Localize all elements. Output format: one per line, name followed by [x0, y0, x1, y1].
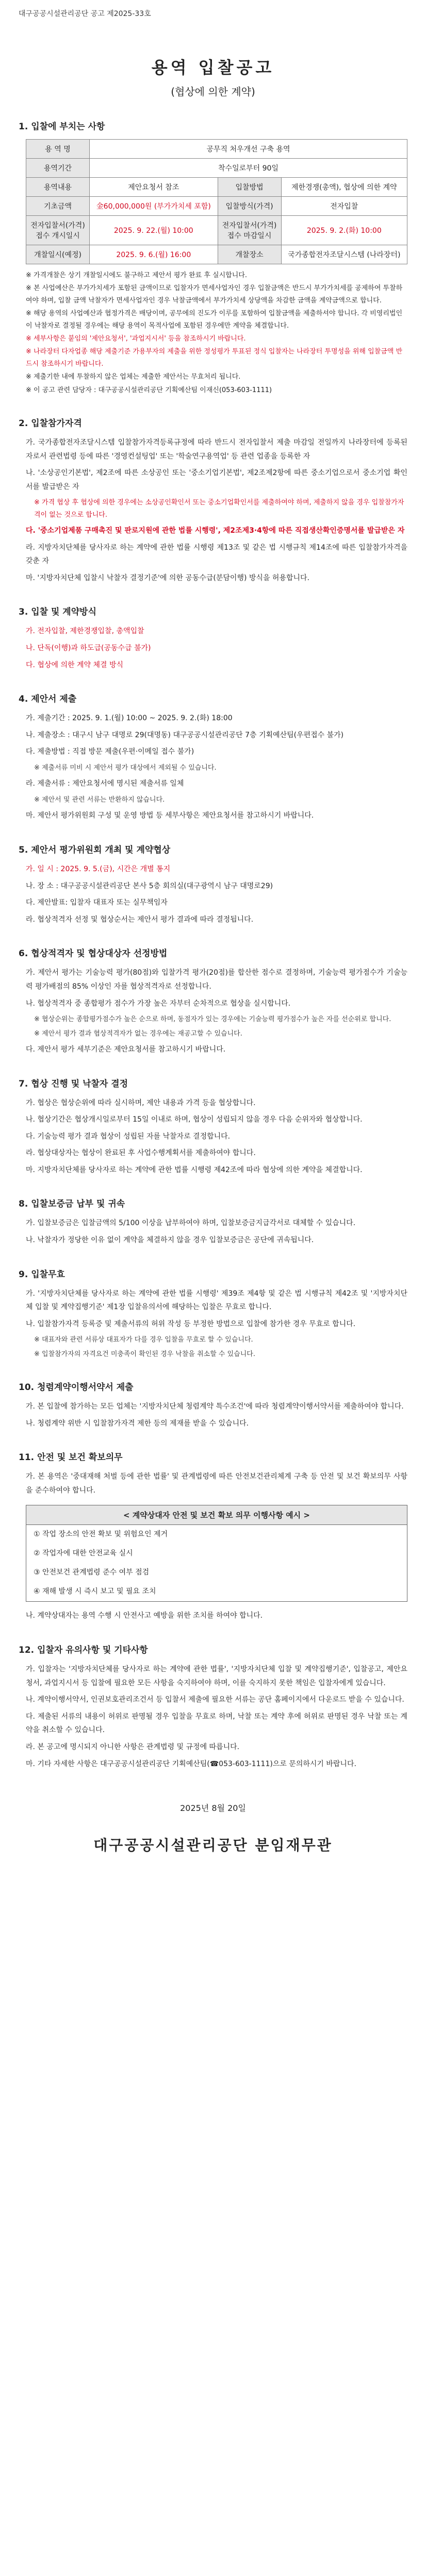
section-heading: 2. 입찰참가자격 — [19, 418, 82, 429]
section-heading: 3. 입찰 및 계약방식 — [19, 607, 96, 618]
table-value: 제안요청서 참조 — [90, 178, 218, 197]
notice-reference: 대구공공시설관리공단 공고 제2025-33호 — [19, 10, 151, 18]
notes-list — [26, 269, 407, 396]
paragraph: 가. 협상은 협상순위에 따라 실시하며, 제안 내용과 가격 등을 협상합니다. — [26, 1098, 256, 1107]
paragraph: 가. 입찰자는 '지방자치단체를 당사자로 하는 계약에 관한 법률', '지방자치단체 입찰 및 계약집행기준', 입찰공고, 제안요청서, 과업지시서 등 입찰에 필요한 모든 사항을 숙지하여야 하며, 이를 숙지하지 못한 책임은 입찰자에게 있습니다. — [26, 1665, 407, 1687]
paragraph: 라. 지방자치단체를 당사자로 하는 계약에 관한 법률 시행령 제13조 및 같은 법 시행규칙 제14조에 따른 입찰참가자격을 갖춘 자 — [26, 543, 407, 566]
note-item: ※ 제안서 및 관련 서류는 반환하지 않습니다. — [34, 795, 165, 804]
note-item: ※ 세부사항은 붙임의 '제안요청서', '과업지시서' 등을 참조하시기 바랍니다. — [26, 334, 246, 343]
paragraph: 가. 본 입찰에 참가하는 모든 업체는 '지방자치단체 청렴계약 특수조건'에 따라 청렴계약이행서약서를 제출하여야 합니다. — [26, 1402, 404, 1411]
note-item: ※ 해당 용역의 사업예산과 협정가격은 배당이며, 공무에의 진도가 이루를 포함하여 입찰금액을 제출하셔야 합니다. 각 비영리법인이 낙찰자로 결정될 경우에는 해당 용역이 목적사업에 포함된 경우에만 계약을 체결합니다. — [26, 310, 403, 330]
paragraph: 마. 기타 자세한 사항은 대구공공시설관리공단 기획예산팀(☎053-603-1111)으로 문의하시기 바랍니다. — [26, 1759, 356, 1768]
note-item: ※ 제출기한 내에 투찰하지 않은 업체는 제출한 제안서는 무효처리 됩니다. — [26, 373, 241, 381]
note-item: ※ 본 사업예산은 부가가치세가 포함된 금액이므로 입찰자가 면세사업자인 경우 입찰금액은 반드시 부가가치세를 공제하여 투찰하여야 하며, 입찰 금액 낙찰자가 면세사업자인 경우 낙찰금액에서 부가가치세 상당액을 차감한 금액을 계약금액으로 합니다. — [26, 284, 403, 304]
table-key: 입찰방식(가격) — [218, 197, 281, 216]
safety-box — [26, 1505, 407, 1602]
note-item: ※ 가격개찰은 상기 개찰일시에도 불구하고 제안서 평가 완료 후 실시합니다. — [26, 272, 247, 279]
table-value: 국가종합전자조달시스템 (나라장터) — [281, 245, 407, 264]
paragraph: 마. '지방자치단체 입찰시 낙찰자 결정기준'에 의한 공동수급(분담이행) 방식을 허용합니다. — [26, 573, 309, 582]
section-heading: 7. 협상 진행 및 낙찰자 결정 — [19, 1078, 128, 1089]
paragraph: 나. 청렴계약 위반 시 입찰참가자격 제한 등의 제재를 받을 수 있습니다. — [26, 1419, 249, 1428]
table-value: 전자입찰 — [281, 197, 407, 216]
paragraph: 나. 협상적격자 중 종합평가 점수가 가장 높은 자부터 순차적으로 협상을 실시합니다. — [26, 999, 291, 1008]
list-item: ② 작업자에 대한 안전교육 실시 — [34, 1549, 133, 1557]
paragraph: 다. 제출된 서류의 내용이 허위로 판명될 경우 입찰을 무효로 하며, 낙찰 또는 계약 후에 허위로 판명된 경우 낙찰 또는 계약을 취소할 수 있습니다. — [26, 1712, 407, 1735]
paragraph: 다. '중소기업제품 구매촉진 및 판로지원에 관한 법률 시행령', 제2조제3·4항에 따른 직접생산확인증명서를 발급받은 자 — [26, 527, 405, 535]
table-key: 기초금액 — [26, 197, 90, 216]
table-row — [26, 216, 407, 245]
page-subtitle: (협상에 의한 계약) — [171, 86, 255, 98]
paragraph: 라. 협상대상자는 협상이 완료된 후 사업수행계획서를 제출하여야 합니다. — [26, 1149, 256, 1158]
paragraph: 가. 입찰보증금은 입찰금액의 5/100 이상을 납부하여야 하며, 입찰보증금지급각서로 대체할 수 있습니다. — [26, 1219, 356, 1228]
paragraph: 나. '소상공인기본법', 제2조에 따른 소상공인 또는 '중소기업기본법', 제2조제2항에 따른 중소기업으로서 중소기업 확인서를 발급받은 자 — [26, 469, 407, 491]
note-item: ※ 제출서류 미비 시 제안서 평가 대상에서 제외될 수 있습니다. — [34, 764, 217, 772]
section-heading: 9. 입찰무효 — [19, 1269, 65, 1280]
section-heading: 6. 협상적격자 및 협상대상자 선정방법 — [19, 948, 168, 959]
section-heading: 10. 청렴계약이행서약서 제출 — [19, 1382, 134, 1393]
safety-box-title: < 계약상대자 안전 및 보건 확보 의무 이행사항 예시 > — [26, 1505, 407, 1525]
section-heading: 12. 입찰자 유의사항 및 기타사항 — [19, 1645, 148, 1655]
section-heading: 4. 제안서 제출 — [19, 694, 77, 705]
table-value: 착수일로부터 90일 — [90, 159, 407, 178]
paragraph: 가. 국가종합전자조달시스템 입찰참가자격등록규정에 따라 반드시 전자입찰서 제출 마감일 전일까지 나라장터에 등록된 자로서 관련법령 등에 따른 '경영컨설팅업' 또는 '학술연구용역업' 등 관련 업종을 등록한 자 — [26, 438, 407, 461]
note-item: ※ 가격 협상 후 협상에 의한 경우에는 소상공인확인서 또는 중소기업확인서를 제출하여야 하며, 제출하지 않을 경우 입찰참가자격이 없는 것으로 합니다. — [34, 499, 404, 519]
paragraph: 다. 기술능력 평가 결과 협상이 성립된 자를 낙찰자로 결정합니다. — [26, 1132, 231, 1141]
table-value: 제한경쟁(총액), 협상에 의한 계약 — [281, 178, 407, 197]
paragraph: 다. 제출방법 : 직접 방문 제출(우편·이메일 접수 불가) — [26, 748, 194, 756]
paragraph: 라. 제출서류 : 제안요청서에 명시된 제출서류 일체 — [26, 779, 184, 788]
table-key: 전자입찰서(가격) 접수 개시일시 — [26, 216, 90, 245]
table-key: 용 역 명 — [26, 140, 90, 159]
note-item: ※ 입찰참가자의 자격요건 미충족이 확인된 경우 낙찰을 취소할 수 있습니다. — [34, 1350, 255, 1358]
paragraph: 가. 제안서 평가는 기술능력 평가(80점)와 입찰가격 평가(20점)를 합산한 점수로 결정하며, 기술능력 평가점수가 기술능력 평가배점의 85% 이상인 자를 협상적격자로 선정합니다. — [26, 969, 407, 991]
paragraph: 가. '지방자치단체를 당사자로 하는 계약에 관한 법률 시행령' 제39조 제4항 및 같은 법 시행규칙 제42조 및 '지방자치단체 입찰 및 계약집행기준' 제1장 입찰유의서에 해당하는 입찰은 무효로 합니다. — [26, 1289, 407, 1312]
note-item: ※ 제안서 평가 결과 협상적격자가 없는 경우에는 재공고할 수 있습니다. — [34, 1029, 242, 1038]
table-row — [26, 178, 407, 197]
paragraph: 다. 제안발표: 입찰자 대표자 또는 실무책임자 — [26, 899, 168, 907]
paragraph: 가. 전자입찰, 제한경쟁입찰, 총액입찰 — [26, 627, 144, 636]
section-heading: 8. 입찰보증금 납부 및 귀속 — [19, 1199, 125, 1210]
bid-info-table — [26, 139, 407, 264]
paragraph: 나. 입찰참가자격 등록증 및 제출서류의 허위 작성 등 부정한 방법으로 입찰에 참가한 경우 무효로 합니다. — [26, 1319, 356, 1328]
list-item: ③ 안전보건 관계법령 준수 여부 점검 — [34, 1568, 150, 1577]
paragraph: 마. 제안서 평가위원회 구성 및 운영 방법 등 세부사항은 제안요청서를 참고하시기 바랍니다. — [26, 811, 314, 820]
section-heading: 11. 안전 및 보건 확보의무 — [19, 1452, 123, 1463]
table-value: 2025. 9. 2.(화) 10:00 — [281, 216, 407, 245]
list-item: ① 작업 장소의 안전 확보 및 위험요인 제거 — [34, 1530, 168, 1538]
paragraph: 라. 협상적격자 선정 및 협상순서는 제안서 평가 결과에 따라 결정됩니다. — [26, 915, 254, 924]
table-row — [26, 197, 407, 216]
table-value: 2025. 9. 6.(월) 16:00 — [90, 245, 218, 264]
paragraph: 다. 협상에 의한 계약 체결 방식 — [26, 660, 123, 669]
note-item: ※ 협상순위는 종합평가점수가 높은 순으로 하며, 동점자가 있는 경우에는 기술능력 평가점수가 높은 자를 선순위로 합니다. — [34, 1015, 391, 1024]
paragraph: 가. 제출기간 : 2025. 9. 1.(월) 10:00 ~ 2025. 9. 2.(화) 18:00 — [26, 714, 233, 723]
table-key: 용역기간 — [26, 159, 90, 178]
paragraph: 다. 제안서 평가 세부기준은 제안요청서를 참고하시기 바랍니다. — [26, 1045, 226, 1054]
notice-date: 2025년 8월 20일 — [180, 1803, 246, 1814]
paragraph: 나. 협상기간은 협상개시일로부터 15일 이내로 하며, 협상이 성립되지 않을 경우 다음 순위자와 협상합니다. — [26, 1115, 363, 1124]
paragraph: 가. 본 용역은 '중대재해 처벌 등에 관한 법률' 및 관계법령에 따른 안전보건관리체계 구축 등 안전 및 보건 확보의무 사항을 준수하여야 합니다. — [26, 1472, 407, 1495]
paragraph: 라. 본 공고에 명시되지 아니한 사항은 관계법령 및 규정에 따릅니다. — [26, 1742, 240, 1751]
note-item: ※ 이 공고 관련 담당자 : 대구공공시설관리공단 기획예산팀 이재신(053-603-1111) — [26, 386, 272, 394]
table-key: 입찰방법 — [218, 178, 281, 197]
table-key: 개찰일시(예정) — [26, 245, 90, 264]
table-value: 2025. 9. 22.(월) 10:00 — [90, 216, 218, 245]
section-heading: 1. 입찰에 부치는 사항 — [19, 122, 105, 132]
page-title: 용역 입찰공고 — [151, 58, 275, 77]
table-key: 전자입찰서(가격) 접수 마감일시 — [218, 216, 281, 245]
table-row — [26, 245, 407, 264]
table-value: 공무직 처우개선 구축 용역 — [90, 140, 407, 159]
table-key: 개찰장소 — [218, 245, 281, 264]
table-row — [26, 159, 407, 178]
note-item: ※ 대표자와 관련 서류상 대표자가 다를 경우 입찰을 무효로 할 수 있습니다. — [34, 1336, 253, 1344]
table-row — [26, 140, 407, 159]
section-heading: 5. 제안서 평가위원회 개최 및 계약협상 — [19, 844, 171, 855]
paragraph: 마. 지방자치단체를 당사자로 하는 계약에 관한 법률 시행령 제42조에 따라 협상에 의한 계약을 체결합니다. — [26, 1165, 363, 1174]
paragraph: 나. 계약이행서약서, 인권보호관리조건서 등 입찰서 제출에 필요한 서류는 공단 홈페이지에서 다운로드 받을 수 있습니다. — [26, 1696, 404, 1704]
paragraph: 나. 제출장소 : 대구시 남구 대명로 29(대명동) 대구공공시설관리공단 7층 기획예산팀(우편접수 불가) — [26, 731, 344, 739]
note-item: ※ 나라장터 다자업종 해당 제출기준 가용부자의 제출을 위한 정성평가 투표된 정식 입찰자는 나라장터 투명성을 위해 입찰금액 반드시 참조하시기 바랍니다. — [26, 348, 403, 368]
issuing-organization: 대구공공시설관리공단 분임재무관 — [93, 1837, 333, 1854]
table-key: 용역내용 — [26, 178, 90, 197]
paragraph: 나. 낙찰자가 정당한 이유 없이 계약을 체결하지 않을 경우 입찰보증금은 공단에 귀속됩니다. — [26, 1236, 314, 1245]
list-item: ④ 재해 발생 시 즉시 보고 및 필요 조치 — [34, 1587, 156, 1596]
paragraph: 나. 장 소 : 대구공공시설관리공단 본사 5층 회의실(대구광역시 남구 대명로29) — [26, 882, 273, 890]
paragraph: 나. 계약상대자는 용역 수행 시 안전사고 예방을 위한 조치를 하여야 합니다. — [26, 1612, 263, 1620]
table-value: 金60,000,000원 (부가가치세 포함) — [90, 197, 218, 216]
paragraph: 가. 일 시 : 2025. 9. 5.(금), 시간은 개별 통지 — [26, 865, 171, 873]
paragraph: 나. 단독(이행)과 하도급(공동수급 불가) — [26, 644, 151, 653]
